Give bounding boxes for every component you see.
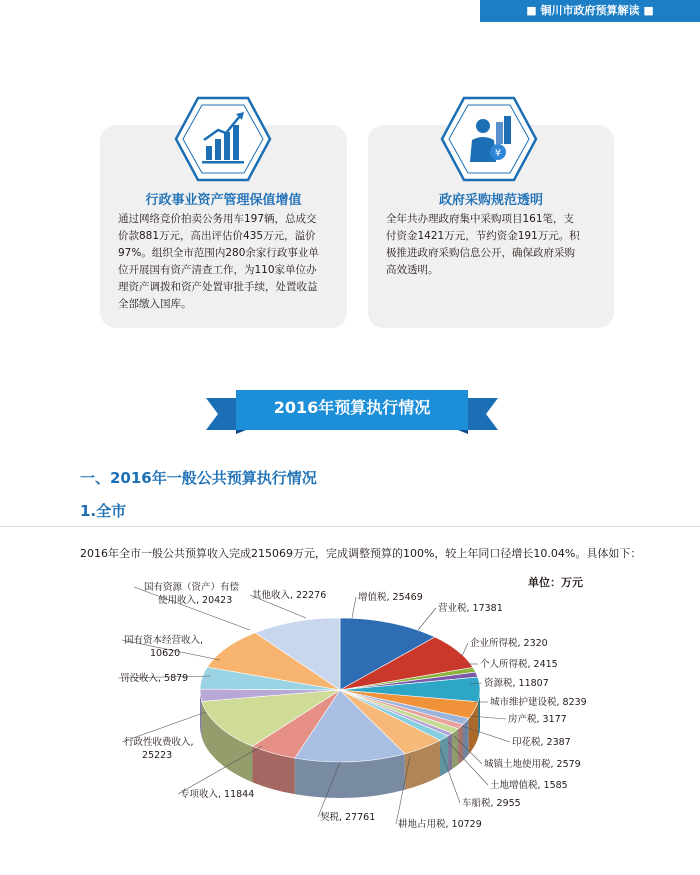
card-line: 97%。组织全市范围内280余家行政事业单: [118, 247, 319, 259]
card-line: 付资金1421万元，节约资金191万元。积: [386, 230, 580, 242]
slice-label: 契税, 27761: [320, 812, 376, 823]
card-line: 理资产调拨和资产处置审批手续，处置收益: [118, 281, 318, 293]
slice-label: 车船税, 2955: [462, 798, 521, 809]
card-line: 极推进政府采购信息公开，确保政府采购: [386, 247, 575, 259]
subsection-heading: 1.全市: [80, 502, 127, 520]
slice-label: 耕地占用税, 10729: [398, 819, 482, 830]
card-line: 全年共办理政府集中采购项目161笔，支: [386, 213, 575, 225]
card-line: 通过网络竞价拍卖公务用车197辆，总成交: [118, 213, 317, 225]
slice-label: 资源税, 11807: [484, 678, 549, 689]
slice-label: 罚没收入, 5879: [120, 673, 189, 684]
leader-line: [462, 643, 468, 656]
slice-label: 国有资源（资产）有偿使用收入, 20423: [144, 582, 240, 606]
svg-text:¥: ¥: [494, 148, 502, 159]
slice-label: 城镇土地使用税, 2579: [484, 759, 581, 770]
slice-label: 个人所得税, 2415: [480, 659, 558, 670]
card-title: 行政事业资产管理保值增值: [145, 193, 302, 208]
slice-label: 国有资本经营收入, 10620: [124, 635, 204, 659]
summary-paragraph: 2016年全市一般公共预算收入完成215069万元，完成调整预算的100%，较上年同口径增长10.04%。具体如下：: [80, 547, 642, 560]
card-title: 政府采购规范透明: [438, 193, 543, 208]
pie-slice-side: [463, 718, 469, 760]
slice-label: 企业所得税, 2320: [470, 638, 548, 649]
slice-label: 行政性收费收入, 25223: [124, 737, 194, 761]
leader-line: [352, 597, 356, 618]
card-line: 全部缴入国库。: [118, 298, 192, 310]
slice-label: 城市维护建设税, 8239: [490, 697, 587, 708]
section-heading: 一、2016年一般公共预算执行情况: [80, 469, 317, 487]
banner-title: 2016年预算执行情况: [273, 398, 431, 417]
slice-label: 房产税, 3177: [508, 714, 567, 725]
document-header: ■ 铜川市政府预算解读 ■: [480, 0, 700, 22]
pie-slice-side: [452, 729, 458, 769]
card-line: 位开展国有资产清查工作，为110家单位办: [118, 264, 317, 276]
pie-slice-side: [448, 733, 452, 772]
card-line: 高效透明。: [386, 264, 439, 276]
slice-label: 土地增值税, 1585: [490, 780, 568, 791]
leader-line: [418, 608, 436, 630]
unit-label: 单位：万元: [528, 576, 583, 589]
slice-label: 专项收入, 11844: [180, 789, 255, 800]
slice-label: 印花税, 2387: [512, 737, 571, 748]
card-line: 价款881万元，高出评估价435万元，溢价: [118, 230, 316, 242]
pie-slice-side: [440, 736, 448, 777]
slice-label: 增值税, 25469: [358, 592, 423, 603]
slice-label: 其他收入, 22276: [252, 590, 327, 601]
slice-label: 营业税, 17381: [438, 603, 503, 614]
leader-line: [134, 587, 250, 630]
